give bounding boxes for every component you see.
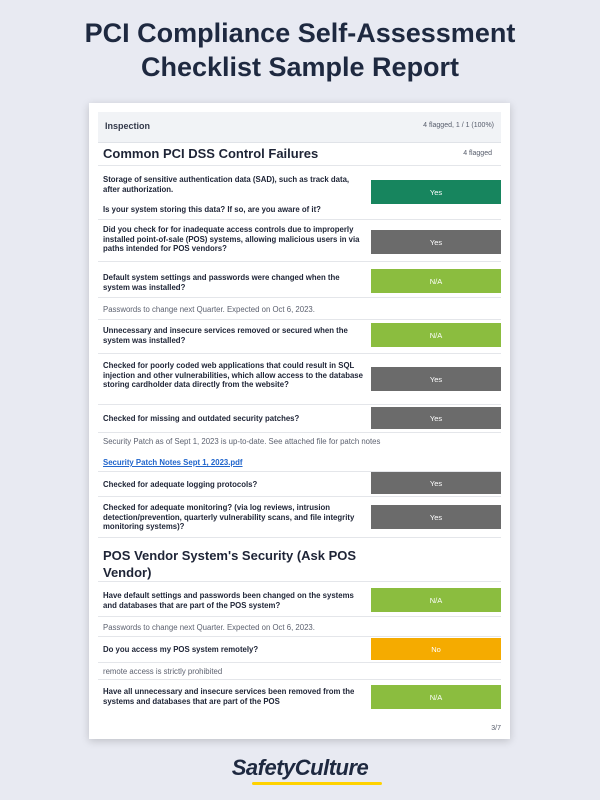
report-page	[89, 103, 510, 739]
answer-remote-access[interactable]: No	[371, 638, 501, 660]
divider	[98, 297, 501, 298]
divider	[98, 404, 501, 405]
title-line-2: Checklist Sample Report	[140, 52, 460, 82]
answer-sad-storage[interactable]: Yes	[371, 180, 501, 204]
divider	[98, 581, 501, 582]
logo-underline	[252, 782, 382, 785]
divider	[98, 319, 501, 320]
question-remote-access: Do you access my POS system remotely?	[103, 645, 259, 654]
question-adequate-monitoring: Checked for adequate monitoring? (via log reviews, intrusion detection/prevention, quarterly vulnerability scans, and file integrity monitoring systems)?	[103, 503, 355, 532]
divider	[98, 261, 501, 262]
question-storing-data: Is your system storing this data? If so, are you aware of it?	[103, 205, 321, 214]
answer-security-patches[interactable]: Yes	[371, 407, 501, 429]
note-passwords-change: Passwords to change next Quarter. Expected on Oct 6, 2023.	[103, 305, 315, 314]
question-access-controls: Did you check for for inadequate access controls due to improperly installed point-of-sale (POS) systems, allowing malicious users in via paths intended for POS vendors?	[103, 225, 360, 254]
answer-pos-default-settings[interactable]: N/A	[371, 588, 501, 612]
note-remote-access: remote access is strictly prohibited	[103, 667, 223, 676]
safetyculture-logo: SafetyCulture	[231, 755, 369, 780]
divider	[98, 679, 501, 680]
question-security-patches: Checked for missing and outdated security patches?	[103, 414, 300, 423]
divider	[98, 496, 501, 497]
inspection-header	[98, 112, 501, 143]
note-security-patch: Security Patch as of Sept 1, 2023 is up-to-date. See attached file for patch notes	[103, 437, 381, 446]
answer-adequate-monitoring[interactable]: Yes	[371, 505, 501, 529]
section-title-pos-vendor: POS Vendor System's Security (Ask POS Vendor)	[103, 548, 357, 580]
divider	[98, 353, 501, 354]
title-line-1: PCI Compliance Self-Assessment	[84, 18, 516, 48]
page-number: 3/7	[491, 725, 501, 732]
page-title	[0, 16, 600, 84]
divider	[98, 616, 501, 617]
note-pos-passwords: Passwords to change next Quarter. Expected on Oct 6, 2023.	[103, 623, 315, 632]
divider	[98, 537, 501, 538]
section-title-control-failures: Common PCI DSS Control Failures	[103, 146, 319, 161]
divider	[98, 432, 501, 433]
question-logging-protocols: Checked for adequate logging protocols?	[103, 480, 258, 489]
question-sad-storage: Storage of sensitive authentication data (SAD), such as track data, after authorization.	[103, 175, 350, 194]
answer-default-settings[interactable]: N/A	[371, 269, 501, 293]
divider	[98, 636, 501, 637]
divider	[98, 662, 501, 663]
question-insecure-services: Unnecessary and insecure services removed or secured when the system was installed?	[103, 326, 348, 345]
answer-web-applications[interactable]: Yes	[371, 367, 501, 391]
answer-pos-insecure-services[interactable]: N/A	[371, 685, 501, 709]
divider	[98, 219, 501, 220]
answer-access-controls[interactable]: Yes	[371, 230, 501, 254]
inspection-label: Inspection	[105, 121, 151, 131]
question-web-applications: Checked for poorly coded web applications that could result in SQL injection and other vulnerabilities, which allow access to the database storing cardholder data directly from the website?	[103, 361, 363, 390]
question-default-settings: Default system settings and passwords were changed when the system was installed?	[103, 273, 340, 292]
answer-logging-protocols[interactable]: Yes	[371, 472, 501, 494]
question-pos-insecure-services: Have all unnecessary and insecure services been removed from the systems and databases that are part of the POS	[103, 687, 355, 706]
inspection-score: 4 flagged, 1 / 1 (100%)	[423, 122, 494, 129]
divider	[98, 165, 501, 166]
question-pos-default-settings: Have default settings and passwords been changed on the systems and databases that are part of the POS system?	[103, 591, 354, 610]
attachment-link[interactable]: Security Patch Notes Sept 1, 2023.pdf	[103, 458, 243, 467]
section-flagged-count: 4 flagged	[463, 150, 492, 157]
answer-insecure-services[interactable]: N/A	[371, 323, 501, 347]
